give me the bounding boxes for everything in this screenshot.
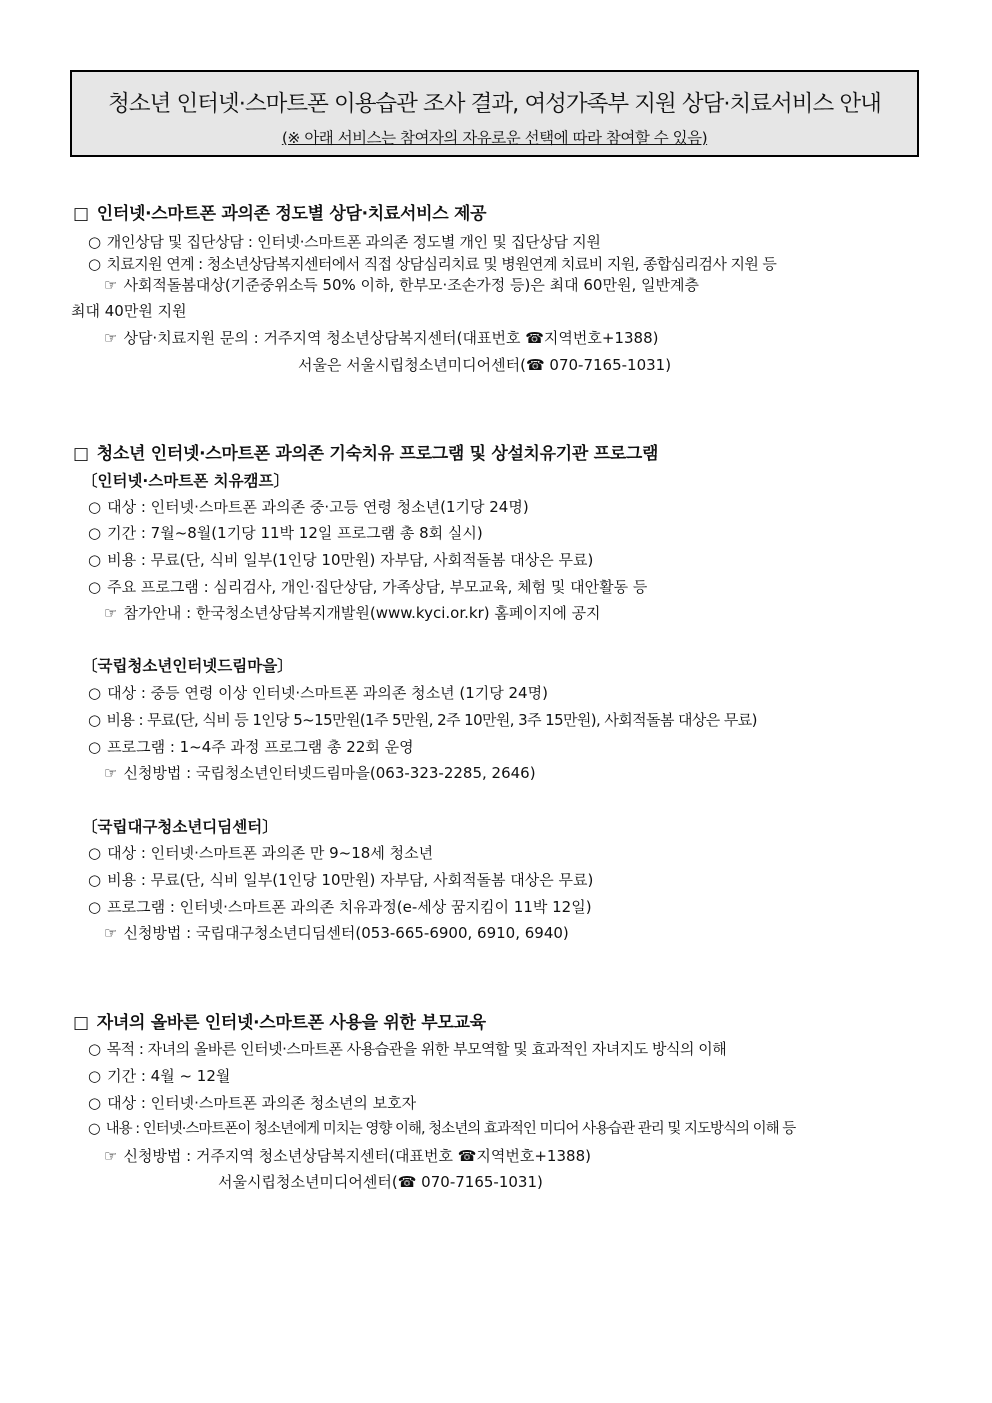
list-item: ○ 프로그램 : 인터넷·스마트폰 과의존 치유과정(e-세상 꿈지킴이 11박 12일) bbox=[88, 898, 592, 916]
section-heading-3: □ 자녀의 올바른 인터넷·스마트폰 사용을 위한 부모교육 bbox=[73, 1013, 486, 1033]
list-item: ○ 대상 : 인터넷·스마트폰 과의존 중·고등 연령 청소년(1기당 24명) bbox=[88, 498, 529, 516]
section-heading-1: □ 인터넷·스마트폰 과의존 정도별 상담·치료서비스 제공 bbox=[73, 204, 487, 224]
circle-bullet-icon: ○ bbox=[88, 551, 102, 569]
pointing-hand-icon: ☞ bbox=[104, 276, 118, 294]
group-title: 〔국립청소년인터넷드림마을〕 bbox=[82, 657, 293, 675]
note-line: ☞ 참가안내 : 한국청소년상담복지개발원(www.kyci.or.kr) 홈페이지에 공지 bbox=[104, 604, 601, 622]
circle-bullet-icon: ○ bbox=[88, 233, 101, 251]
list-item: ○ 비용 : 무료(단, 식비 일부(1인당 10만원) 자부담, 사회적돌봄 대상은 무료) bbox=[88, 551, 594, 569]
note-line: ☞ 신청방법 : 국립대구청소년디딤센터(053-665-6900, 6910, 6940) bbox=[104, 924, 569, 942]
circle-bullet-icon: ○ bbox=[88, 578, 102, 596]
title-box bbox=[70, 70, 919, 157]
circle-bullet-icon: ○ bbox=[88, 738, 102, 756]
note-line: ☞ 사회적돌봄대상(기준중위소득 50% 이하, 한부모·조손가정 등)은 최대 60만원, 일반계층 bbox=[104, 276, 699, 294]
note-line: ☞ 신청방법 : 국립청소년인터넷드림마을(063-323-2285, 2646) bbox=[104, 764, 536, 782]
circle-bullet-icon: ○ bbox=[88, 524, 102, 542]
group-title: 〔국립대구청소년디딤센터〕 bbox=[82, 818, 278, 836]
page-subtitle: (※ 아래 서비스는 참여자의 자유로운 선택에 따라 참여할 수 있음) bbox=[281, 129, 708, 147]
list-item: ○ 치료지원 연계 : 청소년상담복지센터에서 직접 상담심리치료 및 병원연계 치료비 지원, 종합심리검사 지원 등 bbox=[88, 255, 777, 273]
checkbox-square-icon: □ bbox=[73, 1013, 89, 1033]
circle-bullet-icon: ○ bbox=[88, 871, 102, 889]
checkbox-square-icon: □ bbox=[73, 204, 89, 224]
note-line: ☞ 신청방법 : 거주지역 청소년상담복지센터(대표번호 ☎지역번호+1388) bbox=[104, 1147, 591, 1165]
pointing-hand-icon: ☞ bbox=[104, 1147, 118, 1165]
list-item: ○ 개인상담 및 집단상담 : 인터넷·스마트폰 과의존 정도별 개인 및 집단상담 지원 bbox=[88, 233, 601, 251]
circle-bullet-icon: ○ bbox=[88, 255, 101, 273]
list-item: ○ 비용 : 무료(단, 식비 등 1인당 5~15만원(1주 5만원, 2주 10만원, 3주 15만원), 사회적돌봄 대상은 무료) bbox=[88, 711, 757, 729]
list-item: ○ 대상 : 인터넷·스마트폰 과의존 청소년의 보호자 bbox=[88, 1094, 417, 1112]
pointing-hand-icon: ☞ bbox=[104, 604, 118, 622]
circle-bullet-icon: ○ bbox=[88, 1121, 100, 1137]
pointing-hand-icon: ☞ bbox=[104, 924, 118, 942]
circle-bullet-icon: ○ bbox=[88, 1067, 102, 1085]
group-title: 〔인터넷·스마트폰 치유캠프〕 bbox=[82, 472, 289, 490]
list-item: ○ 기간 : 7월~8월(1기당 11박 12일 프로그램 총 8회 실시) bbox=[88, 524, 483, 542]
list-item: ○ 프로그램 : 1~4주 과정 프로그램 총 22회 운영 bbox=[88, 738, 414, 756]
circle-bullet-icon: ○ bbox=[88, 1040, 101, 1058]
circle-bullet-icon: ○ bbox=[88, 498, 102, 516]
note-line-continued: 서울은 서울시립청소년미디어센터(☎ 070-7165-1031) bbox=[298, 356, 672, 374]
circle-bullet-icon: ○ bbox=[88, 844, 102, 862]
list-item: ○ 내용 : 인터넷·스마트폰이 청소년에게 미치는 영향 이해, 청소년의 효과적인 미디어 사용습관 관리 및 지도방식의 이해 등 bbox=[88, 1121, 796, 1137]
note-line-continued: 서울시립청소년미디어센터(☎ 070-7165-1031) bbox=[218, 1173, 543, 1191]
circle-bullet-icon: ○ bbox=[88, 684, 102, 702]
note-line-continued: 최대 40만원 지원 bbox=[71, 302, 187, 320]
circle-bullet-icon: ○ bbox=[88, 898, 102, 916]
list-item: ○ 대상 : 중등 연령 이상 인터넷·스마트폰 과의존 청소년 (1기당 24명) bbox=[88, 684, 548, 702]
circle-bullet-icon: ○ bbox=[88, 711, 101, 729]
list-item: ○ 기간 : 4월 ~ 12월 bbox=[88, 1067, 231, 1085]
list-item: ○ 비용 : 무료(단, 식비 일부(1인당 10만원) 자부담, 사회적돌봄 대상은 무료) bbox=[88, 871, 594, 889]
page-title: 청소년 인터넷·스마트폰 이용습관 조사 결과, 여성가족부 지원 상담·치료서비스 안내 bbox=[108, 91, 881, 117]
pointing-hand-icon: ☞ bbox=[104, 764, 118, 782]
checkbox-square-icon: □ bbox=[73, 444, 89, 464]
circle-bullet-icon: ○ bbox=[88, 1094, 102, 1112]
list-item: ○ 목적 : 자녀의 올바른 인터넷·스마트폰 사용습관을 위한 부모역할 및 효과적인 자녀지도 방식의 이해 bbox=[88, 1040, 727, 1058]
section-heading-2: □ 청소년 인터넷·스마트폰 과의존 기숙치유 프로그램 및 상설치유기관 프로그램 bbox=[73, 444, 659, 464]
note-line: ☞ 상담·치료지원 문의 : 거주지역 청소년상담복지센터(대표번호 ☎지역번호+1388) bbox=[104, 329, 659, 347]
list-item: ○ 대상 : 인터넷·스마트폰 과의존 만 9~18세 청소년 bbox=[88, 844, 434, 862]
pointing-hand-icon: ☞ bbox=[104, 329, 118, 347]
list-item: ○ 주요 프로그램 : 심리검사, 개인·집단상담, 가족상담, 부모교육, 체험 및 대안활동 등 bbox=[88, 578, 648, 596]
